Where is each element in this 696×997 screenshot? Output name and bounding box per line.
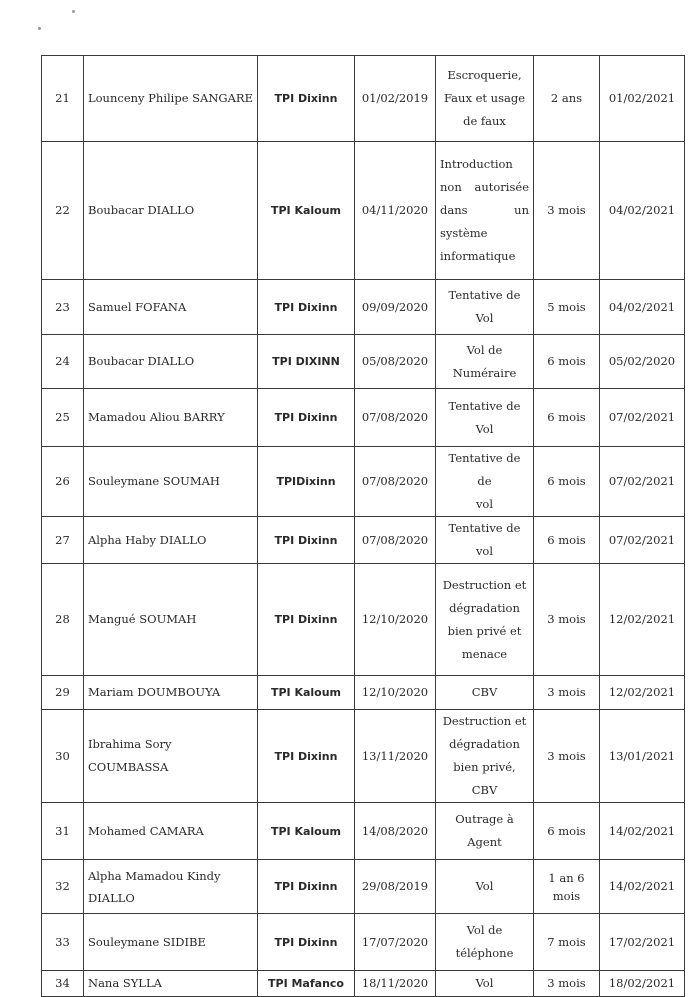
court-name: TPI Dixinn <box>258 56 355 142</box>
release-date: 12/02/2021 <box>600 676 685 710</box>
row-number: 25 <box>42 389 84 447</box>
offense-line: Vol <box>475 976 494 990</box>
row-number: 30 <box>42 710 84 803</box>
release-date: 07/02/2021 <box>600 447 685 517</box>
offense-line: menace <box>461 646 508 661</box>
offense-line: Vol <box>475 879 494 893</box>
detainee-name: Souleymane SOUMAH <box>84 447 258 517</box>
offense <box>436 710 534 803</box>
detainee-name: Alpha Mamadou Kindy DIALLO <box>84 860 258 914</box>
sentence-duration: 2 ans <box>534 56 600 142</box>
detainee-name: Boubacar DIALLO <box>84 142 258 280</box>
offense-line: Agent <box>467 835 502 849</box>
sentence-duration: 7 mois <box>534 914 600 971</box>
offense-line: Escroquerie, <box>447 68 522 82</box>
release-date: 04/02/2021 <box>600 280 685 335</box>
detainee-name: Boubacar DIALLO <box>84 335 258 389</box>
table-row <box>42 517 685 564</box>
release-date: 04/02/2021 <box>600 142 685 280</box>
court-name: TPI Dixinn <box>258 710 355 803</box>
offense <box>436 389 534 447</box>
table-row <box>42 335 685 389</box>
detainee-name: Mamadou Aliou BARRY <box>84 389 258 447</box>
detention-date: 09/09/2020 <box>355 280 436 335</box>
offense-line: informatique <box>440 249 516 263</box>
table-row <box>42 56 685 142</box>
detention-date: 12/10/2020 <box>355 564 436 676</box>
detention-date: 18/11/2020 <box>355 971 436 997</box>
table-row <box>42 914 685 971</box>
offense-line: dégradation <box>449 600 520 615</box>
offense <box>436 860 534 914</box>
offense <box>436 280 534 335</box>
court-name: TPI Mafanco <box>258 971 355 997</box>
offense-line: Tentative de <box>448 398 521 413</box>
court-name: TPIDixinn <box>258 447 355 517</box>
detainee-name: Lounceny Philipe SANGARE <box>84 56 258 142</box>
offense-line: Numéraire <box>452 365 517 380</box>
table-row <box>42 389 685 447</box>
sentence-duration: 1 an 6 mois <box>534 860 600 914</box>
table-row <box>42 860 685 914</box>
offense <box>436 676 534 710</box>
release-date: 01/02/2021 <box>600 56 685 142</box>
detention-date: 05/08/2020 <box>355 335 436 389</box>
detention-date: 13/11/2020 <box>355 710 436 803</box>
row-number: 32 <box>42 860 84 914</box>
offense-line: dégradation <box>449 737 520 751</box>
offense <box>436 335 534 389</box>
detention-date: 07/08/2020 <box>355 389 436 447</box>
row-number: 22 <box>42 142 84 280</box>
detainee-name: Alpha Haby DIALLO <box>84 517 258 564</box>
offense-line: CBV <box>471 685 498 699</box>
sentence-duration: 6 mois <box>534 389 600 447</box>
release-date: 17/02/2021 <box>600 914 685 971</box>
detainee-name: Souleymane SIDIBE <box>84 914 258 971</box>
sentence-duration: 5 mois <box>534 280 600 335</box>
table-row <box>42 280 685 335</box>
sentence-duration: 6 mois <box>534 517 600 564</box>
offense-line: Vol de <box>466 923 503 937</box>
sentence-duration: 3 mois <box>534 142 600 280</box>
court-name: TPI Dixinn <box>258 517 355 564</box>
offense-line: système <box>440 226 488 240</box>
table-row <box>42 803 685 860</box>
court-name: TPI Kaloum <box>258 803 355 860</box>
row-number: 33 <box>42 914 84 971</box>
court-name: TPI Dixinn <box>258 914 355 971</box>
detention-date: 04/11/2020 <box>355 142 436 280</box>
detention-date: 07/08/2020 <box>355 447 436 517</box>
table-row <box>42 971 685 997</box>
detainee-name: Mangué SOUMAH <box>84 564 258 676</box>
release-date: 14/02/2021 <box>600 803 685 860</box>
court-name: TPI Dixinn <box>258 860 355 914</box>
sentence-duration: 3 mois <box>534 710 600 803</box>
sentence-duration: 6 mois <box>534 447 600 517</box>
court-name: TPI Dixinn <box>258 564 355 676</box>
offense <box>436 447 534 517</box>
detainee-name: Nana SYLLA <box>84 971 258 997</box>
offense-line: dans un <box>440 203 529 217</box>
row-number: 23 <box>42 280 84 335</box>
offense <box>436 803 534 860</box>
detainee-name: Mariam DOUMBOUYA <box>84 676 258 710</box>
offense <box>436 914 534 971</box>
offense-line: Vol <box>475 311 494 325</box>
offense-line: de faux <box>463 114 506 128</box>
detainee-release-table <box>41 55 685 997</box>
table-row <box>42 564 685 676</box>
court-name: TPI Dixinn <box>258 280 355 335</box>
table-row <box>42 142 685 280</box>
court-name: TPI Kaloum <box>258 676 355 710</box>
offense <box>436 142 534 280</box>
release-date: 12/02/2021 <box>600 564 685 676</box>
offense-line: Faux et usage <box>443 91 526 105</box>
offense <box>436 517 534 564</box>
sentence-duration: 6 mois <box>534 335 600 389</box>
offense-line: non autorisée <box>440 180 529 194</box>
table-body <box>42 56 685 997</box>
detention-date: 17/07/2020 <box>355 914 436 971</box>
release-date: 14/02/2021 <box>600 860 685 914</box>
offense-line: Tentative de vol <box>448 521 521 558</box>
table-row <box>42 676 685 710</box>
release-date: 18/02/2021 <box>600 971 685 997</box>
sentence-duration: 3 mois <box>534 676 600 710</box>
offense-line: Outrage à <box>455 812 514 826</box>
offense-line: Tentative de <box>448 288 521 302</box>
offense-line: bien privé et <box>447 623 522 638</box>
sentence-duration: 3 mois <box>534 971 600 997</box>
offense-line: Introduction <box>440 157 513 171</box>
offense <box>436 564 534 676</box>
row-number: 24 <box>42 335 84 389</box>
row-number: 28 <box>42 564 84 676</box>
row-number: 27 <box>42 517 84 564</box>
court-name: TPI DIXINN <box>258 335 355 389</box>
offense-line: Tentative de de <box>448 451 521 488</box>
scan-speck <box>38 27 41 30</box>
row-number: 34 <box>42 971 84 997</box>
offense <box>436 56 534 142</box>
row-number: 29 <box>42 676 84 710</box>
offense <box>436 971 534 997</box>
offense-line: Destruction et <box>442 577 527 592</box>
offense-line: vol <box>475 497 494 511</box>
release-date: 07/02/2021 <box>600 517 685 564</box>
release-date: 05/02/2020 <box>600 335 685 389</box>
offense-line: bien privé, CBV <box>453 760 516 797</box>
sentence-duration: 3 mois <box>534 564 600 676</box>
court-name: TPI Dixinn <box>258 389 355 447</box>
row-number: 26 <box>42 447 84 517</box>
detention-date: 01/02/2019 <box>355 56 436 142</box>
release-date: 13/01/2021 <box>600 710 685 803</box>
detainee-name: Mohamed CAMARA <box>84 803 258 860</box>
sentence-duration: 6 mois <box>534 803 600 860</box>
detention-date: 14/08/2020 <box>355 803 436 860</box>
court-name: TPI Kaloum <box>258 142 355 280</box>
table-row <box>42 710 685 803</box>
table-row <box>42 447 685 517</box>
offense-line: Destruction et <box>442 714 527 728</box>
release-date: 07/02/2021 <box>600 389 685 447</box>
offense-line: Vol <box>475 421 494 436</box>
offense-line: Vol de <box>466 342 503 357</box>
detention-date: 07/08/2020 <box>355 517 436 564</box>
row-number: 21 <box>42 56 84 142</box>
offense-line: téléphone <box>455 946 514 960</box>
detainee-name: Samuel FOFANA <box>84 280 258 335</box>
detention-date: 12/10/2020 <box>355 676 436 710</box>
row-number: 31 <box>42 803 84 860</box>
detainee-name: Ibrahima Sory COUMBASSA <box>84 710 258 803</box>
detention-date: 29/08/2019 <box>355 860 436 914</box>
scan-speck <box>72 10 75 13</box>
